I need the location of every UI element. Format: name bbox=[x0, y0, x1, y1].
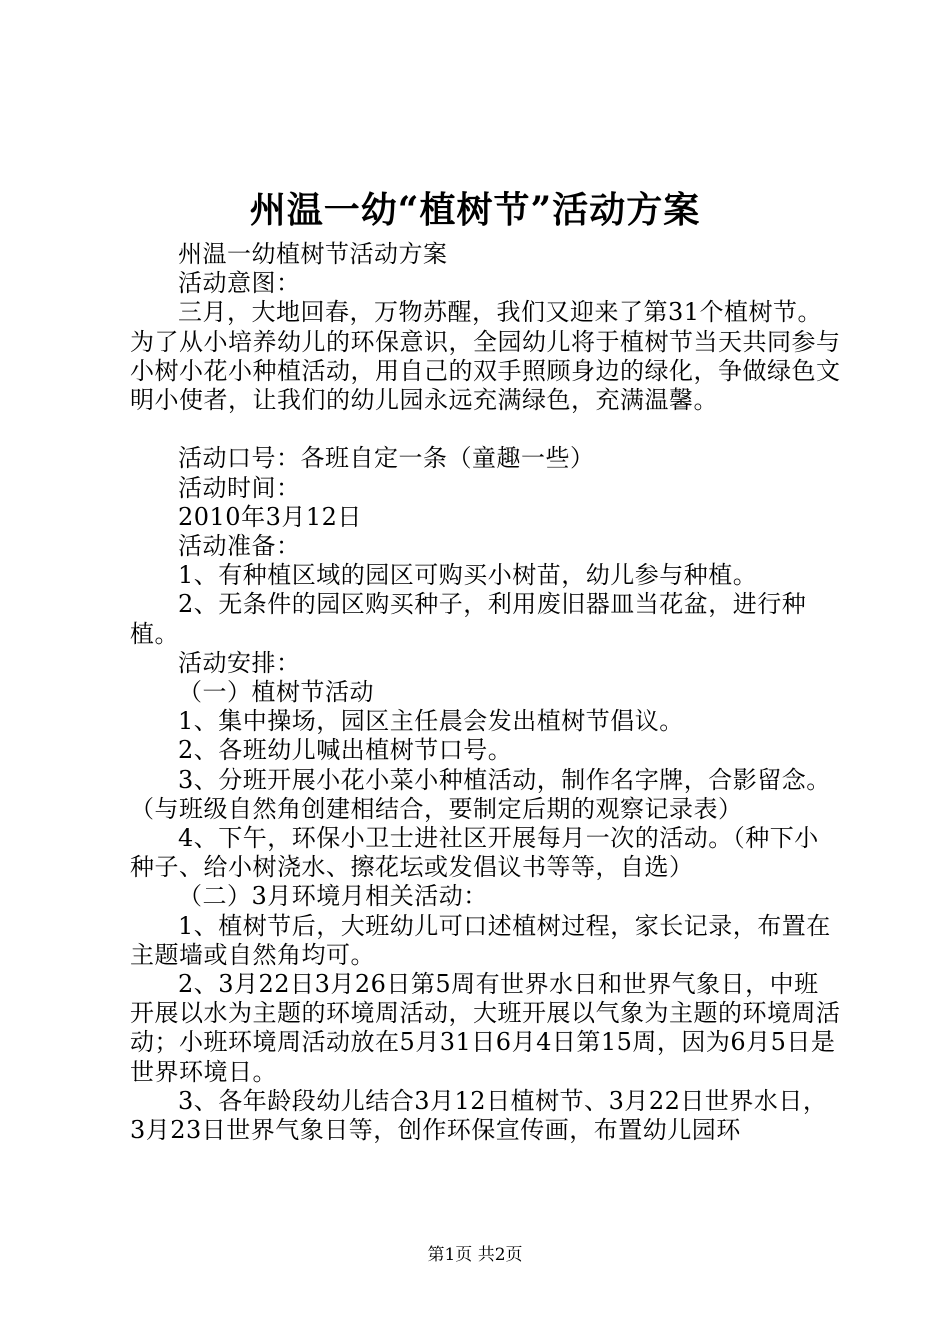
paragraph-section-1-item-2: 2、各班幼儿喊出植树节口号。 bbox=[178, 736, 513, 765]
page-number-footer: 第1页 共2页 bbox=[427, 1245, 523, 1265]
paragraph-prep-item-2: 2、无条件的园区购买种子，利用废旧器皿当花盆，进行种植。 bbox=[130, 590, 807, 648]
paragraph-prep-heading: 活动准备： bbox=[178, 532, 301, 561]
paragraph-section-2-item-3: 3、各年龄段幼儿结合3月12日植树节、3月22日世界水日，3月23日世界气象日等，创作环保宣传画，布置幼儿园环 bbox=[130, 1086, 828, 1145]
paragraph-section-1-item-3: 3、分班开展小花小菜小种植活动，制作名字牌，合影留念。（与班级自然角创建相结合，要制定后期的观察记录表） bbox=[130, 765, 831, 823]
paragraph-schedule-heading: 活动安排： bbox=[178, 648, 301, 677]
paragraph-section-1-item-4: 4、下午，环保小卫士进社区开展每月一次的活动。（种下小种子、给小树浇水、擦花坛或发倡议书等等，自选） bbox=[130, 824, 819, 882]
paragraph-prep-item-1: 1、有种植区域的园区可购买小树苗，幼儿参与种植。 bbox=[178, 561, 758, 590]
paragraph-section-1-item-1: 1、集中操场，园区主任晨会发出植树节倡议。 bbox=[178, 707, 684, 736]
paragraph-section-2-heading: （二）3月环境月相关活动： bbox=[178, 882, 488, 911]
paragraph-purpose-text: 三月，大地回春，万物苏醒，我们又迎来了第31个植树节。为了从小培养幼儿的环保意识，全园幼儿将于植树节当天共同参与小树小花小种植活动，用自己的双手照顾身边的绿化，争做绿色文明小使者，让我们的幼儿园永远充满绿色，充满温馨。 bbox=[130, 298, 841, 415]
document-body bbox=[130, 240, 842, 1145]
paragraph-section-2-item-2: 2、3月22日3月26日第5周有世界水日和世界气象日，中班开展以水为主题的环境周活动，大班开展以气象为主题的环境周活动；小班环境周活动放在5月31日6月4日第15周，因为6月5日是世界环境日。 bbox=[130, 970, 841, 1086]
paragraph-spacer bbox=[130, 415, 842, 444]
paragraph-time-heading: 活动时间： bbox=[178, 473, 301, 502]
paragraph-purpose-heading: 活动意图： bbox=[178, 269, 301, 298]
paragraph-section-2-item-1: 1、植树节后，大班幼儿可口述植树过程，家长记录，布置在主题墙或自然角均可。 bbox=[130, 911, 831, 969]
document-title: 州温一幼“植树节”活动方案 bbox=[249, 189, 701, 231]
paragraph-date: 2010年3月12日 bbox=[178, 502, 362, 531]
paragraph-slogan: 活动口号：各班自定一条（童趣一些） bbox=[178, 444, 595, 473]
paragraph-subtitle: 州温一幼植树节活动方案 bbox=[178, 240, 448, 268]
paragraph-section-1-heading: （一）植树节活动 bbox=[178, 678, 374, 707]
